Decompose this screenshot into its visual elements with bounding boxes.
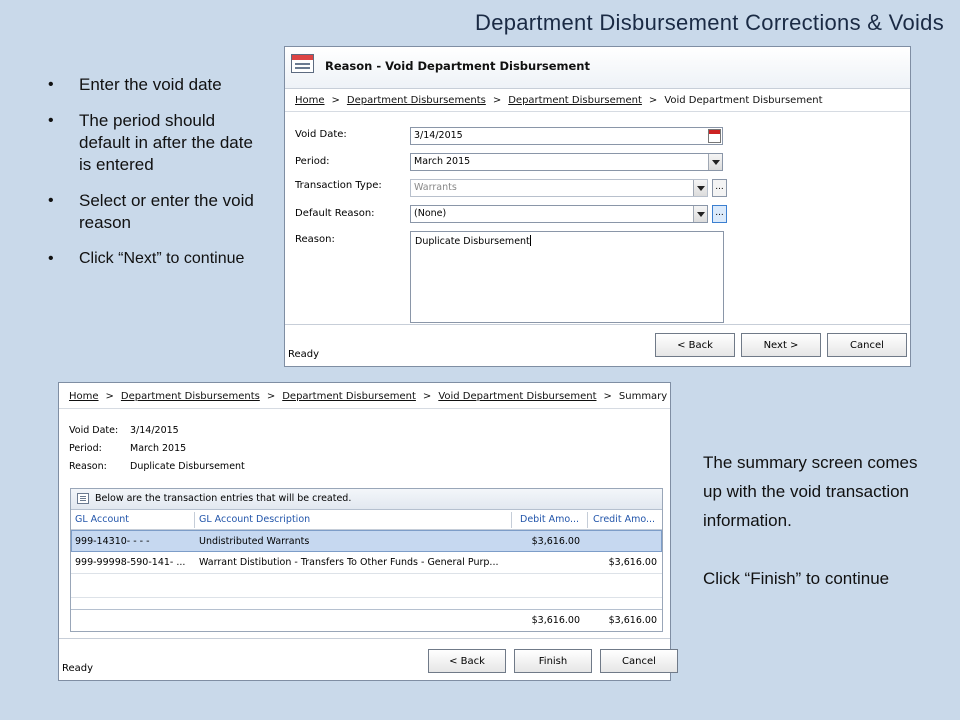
transaction-type-value: Warrants — [414, 182, 457, 193]
summary-window — [58, 382, 671, 681]
breadcrumb — [295, 95, 823, 106]
divider — [71, 597, 662, 598]
reason-text: Duplicate Disbursement — [415, 236, 530, 247]
column-header-credit-amount[interactable]: Credit Amo... — [593, 514, 656, 525]
breadcrumb-home[interactable]: Home — [69, 391, 99, 402]
transaction-type-select — [410, 179, 708, 197]
summary-period-value: March 2015 — [130, 443, 187, 454]
default-reason-lookup-button[interactable]: ... — [712, 205, 727, 223]
breadcrumb — [69, 391, 667, 402]
cancel-button[interactable]: Cancel — [827, 333, 907, 357]
period-value: March 2015 — [414, 156, 471, 167]
back-button[interactable]: < Back — [428, 649, 506, 673]
chevron-right-icon: > — [331, 95, 340, 106]
finish-instruction: Click “Finish” to continue — [703, 569, 890, 588]
chevron-down-icon[interactable] — [693, 206, 707, 222]
slide-title: Department Disbursement Corrections & Voids — [475, 10, 944, 35]
breadcrumb-department-disbursements[interactable]: Department Disbursements — [120, 391, 260, 402]
total-credit-amount: $3,616.00 — [608, 615, 657, 626]
reason-textarea[interactable] — [410, 231, 724, 323]
breadcrumb-department-disbursements[interactable]: Department Disbursements — [346, 95, 486, 106]
grid-caption — [71, 489, 662, 510]
transaction-type-lookup-button[interactable]: ... — [712, 179, 727, 197]
column-header-gl-account[interactable]: GL Account — [75, 514, 130, 525]
instruction-bullets — [48, 74, 268, 284]
column-header-gl-account-description[interactable]: GL Account Description — [199, 514, 311, 525]
status-text: Ready — [62, 663, 94, 674]
reason-label: Reason: — [295, 234, 335, 245]
row-gl-account: 999-99998-590-141- ... — [75, 557, 186, 568]
chevron-right-icon: > — [648, 95, 658, 106]
chevron-down-icon — [693, 180, 707, 196]
breadcrumb-home[interactable]: Home — [295, 95, 325, 106]
column-separator[interactable] — [511, 512, 512, 528]
chevron-down-icon[interactable] — [708, 154, 722, 170]
divider — [59, 408, 670, 409]
summary-reason-label: Reason: — [69, 461, 107, 472]
next-button[interactable]: Next > — [741, 333, 821, 357]
period-select[interactable] — [410, 153, 723, 171]
bullet-select-reason: • Select or enter the void reason — [48, 190, 268, 234]
void-date-value: 3/14/2015 — [414, 130, 463, 141]
chevron-right-icon: > — [603, 391, 612, 402]
summary-description: The summary screen comes up with the void transaction information. — [703, 453, 918, 530]
finish-button[interactable]: Finish — [514, 649, 592, 673]
row-debit-amount: $3,616.00 — [531, 536, 580, 547]
void-date-label: Void Date: — [295, 129, 347, 140]
summary-reason-value: Duplicate Disbursement — [130, 461, 245, 472]
row-credit-amount: $3,616.00 — [608, 557, 657, 568]
column-separator[interactable] — [194, 512, 195, 528]
row-gl-account-description: Undistributed Warrants — [199, 536, 310, 547]
summary-void-date-value: 3/14/2015 — [130, 425, 179, 436]
transaction-type-label: Transaction Type: — [295, 180, 382, 191]
summary-instructions — [703, 448, 933, 593]
total-debit-amount: $3,616.00 — [531, 615, 580, 626]
breadcrumb-void-department-disbursement[interactable]: Void Department Disbursement — [438, 391, 597, 402]
breadcrumb-current: Void Department Disbursement — [664, 95, 823, 106]
row-gl-account-description: Warrant Distibution - Transfers To Other Funds - General Purp... — [199, 557, 499, 568]
table-row[interactable] — [71, 530, 662, 552]
void-date-input[interactable] — [410, 127, 723, 145]
column-header-debit-amount[interactable]: Debit Amo... — [520, 514, 580, 525]
chevron-right-icon: > — [422, 391, 432, 402]
row-gl-account: 999-14310- - - - — [75, 536, 150, 547]
bullet-period-default: • The period should default in after the date is entered — [48, 110, 268, 176]
default-reason-value: (None) — [414, 208, 447, 219]
bullet-click-next: • Click “Next” to continue — [48, 248, 268, 270]
default-reason-select[interactable] — [410, 205, 708, 223]
window-form-icon — [291, 54, 314, 73]
grid-totals-row — [71, 609, 662, 631]
summary-void-date-label: Void Date: — [69, 425, 119, 436]
back-button[interactable]: < Back — [655, 333, 735, 357]
grid-header-row — [71, 510, 662, 530]
calendar-icon[interactable] — [708, 129, 721, 143]
breadcrumb-department-disbursement[interactable]: Department Disbursement — [508, 95, 642, 106]
bullet-enter-void-date: • Enter the void date — [48, 74, 268, 96]
reason-window-titlebar — [285, 47, 910, 89]
chevron-right-icon: > — [266, 391, 276, 402]
grid-list-icon — [77, 493, 89, 504]
table-row[interactable] — [71, 552, 662, 574]
period-label: Period: — [295, 156, 330, 167]
transaction-entries-grid — [70, 488, 663, 632]
status-text: Ready — [288, 349, 320, 360]
default-reason-label: Default Reason: — [295, 208, 375, 219]
summary-period-label: Period: — [69, 443, 102, 454]
chevron-right-icon: > — [105, 391, 114, 402]
breadcrumb-department-disbursement[interactable]: Department Disbursement — [282, 391, 416, 402]
chevron-right-icon: > — [492, 95, 502, 106]
cancel-button[interactable]: Cancel — [600, 649, 678, 673]
divider — [285, 111, 910, 112]
reason-window — [284, 46, 911, 367]
reason-window-title: Reason - Void Department Disbursement — [325, 59, 590, 73]
reason-window-statusbar — [285, 324, 910, 366]
breadcrumb-current: Summary — [618, 391, 668, 402]
summary-window-statusbar — [59, 638, 670, 680]
text-caret — [530, 235, 531, 246]
column-separator[interactable] — [587, 512, 588, 528]
grid-caption-text: Below are the transaction entries that will be created. — [95, 493, 352, 504]
